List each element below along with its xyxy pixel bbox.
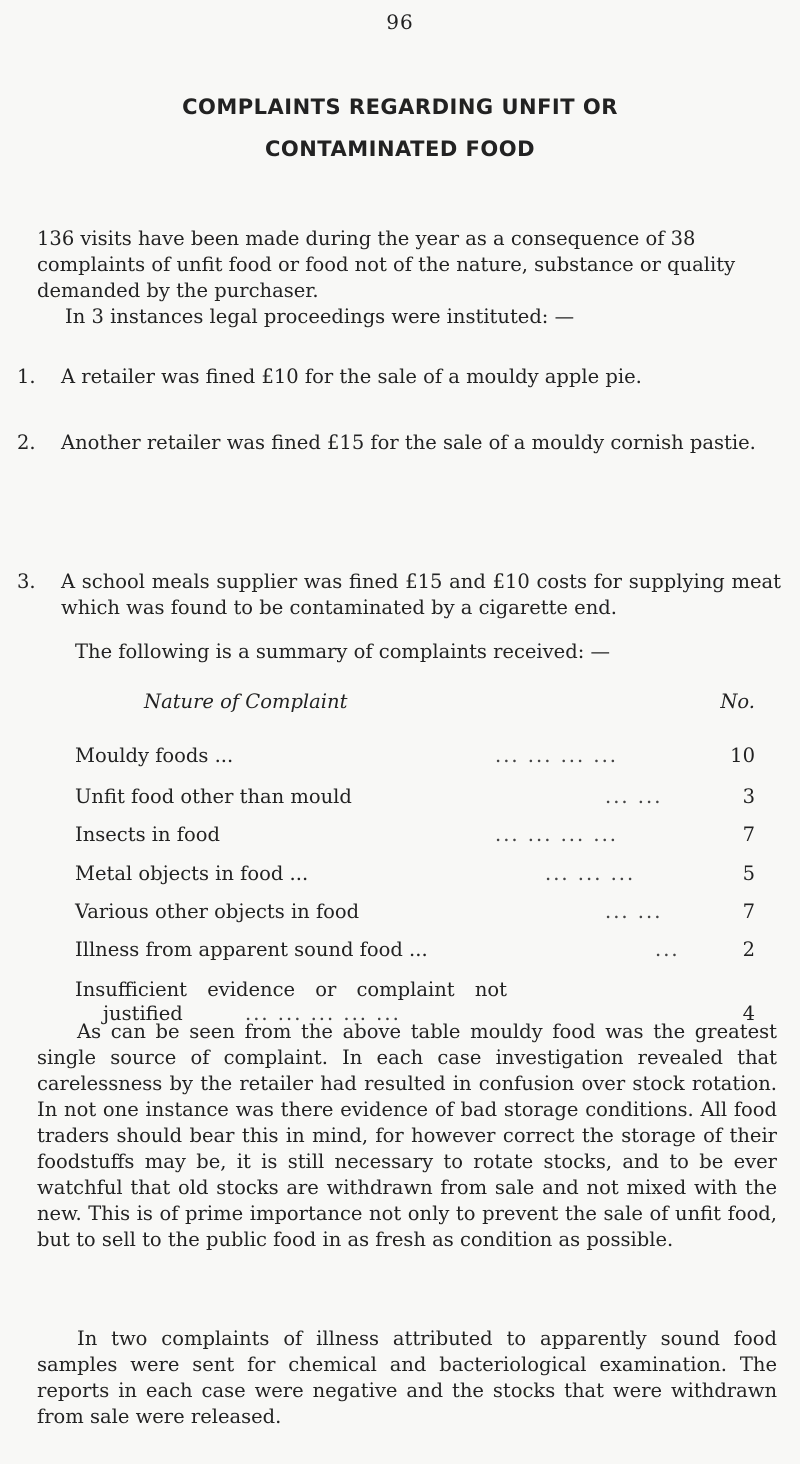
page-title: [0, 86, 800, 170]
illness-paragraph: In two complaints of illness attributed to apparently sound food samples were sent for chemical and bacteriological examination. The reports in each case were negative and the stocks that were withdrawn from sale were released.: [37, 1327, 777, 1428]
list-item-number: 3.: [17, 570, 36, 593]
complaint-label: Mouldy foods ...: [75, 744, 234, 767]
complaint-label: Various other objects in food: [75, 900, 360, 923]
leader-dots: ... ... ... ...: [495, 823, 618, 846]
complaint-count: 7: [742, 900, 755, 923]
leader-dots: ...: [655, 938, 680, 961]
title-line-2: CONTAMINATED FOOD: [264, 137, 536, 161]
table-row: [75, 785, 755, 817]
complaint-label-continued: justified: [103, 1002, 183, 1025]
list-item: [17, 364, 781, 390]
header-number: No.: [720, 690, 755, 713]
intro-section: [37, 226, 777, 330]
complaint-count: 7: [742, 823, 755, 846]
complaint-label: Insects in food: [75, 823, 220, 846]
leader-dots: ... ... ... ... ...: [245, 1002, 401, 1025]
list-item: [17, 569, 781, 621]
complaint-count: 3: [742, 785, 755, 808]
list-item-text: Another retailer was fined £15 for the sale of a mouldy cornish pastie.: [61, 431, 756, 454]
leader-dots: ... ...: [605, 785, 663, 808]
table-row: [75, 938, 755, 970]
complaint-count: 10: [730, 744, 755, 767]
intro-paragraph: 136 visits have been made during the year as a consequence of 38 complaints of unfit food or food not of the nature, substance or quality demanded by the purchaser.: [37, 227, 736, 302]
analysis-paragraph: As can be seen from the above table mouldy food was the greatest single source of complaint. In each case investigation revealed that carelessness by the retailer had resulted in confusion over stock rotation. In not one instance was there evidence of bad storage conditions. All food traders should bear this in mind, for however correct the storage of their foodstuffs may be, it is still necessary to rotate stocks, and to be ever watchful that old stocks are withdrawn from sale and not mixed with the new. This is of prime importance not only to prevent the sale of unfit food, but to sell to the public food in as fresh as condition as possible.: [37, 1020, 777, 1251]
page-number: 96: [386, 10, 414, 34]
header-nature-of-complaint: Nature of Complaint: [144, 690, 348, 713]
list-item-text: A school meals supplier was fined £15 and £10 costs for supplying meat which was found to be contaminated by a cigarette end.: [61, 570, 781, 619]
table-row: [75, 744, 755, 776]
list-item-text: A retailer was fined £10 for the sale of a mouldy apple pie.: [61, 365, 642, 388]
complaint-label: Illness from apparent sound food ...: [75, 938, 428, 961]
title-line-1: COMPLAINTS REGARDING UNFIT OR: [182, 95, 618, 119]
leader-dots: ... ... ... ...: [495, 744, 618, 767]
table-row: [75, 862, 755, 894]
list-item-number: 2.: [17, 431, 36, 454]
complaint-label: Unfit food other than mould: [75, 785, 352, 808]
list-item: [17, 430, 781, 456]
summary-intro: The following is a summary of complaints received: —: [75, 640, 610, 663]
complaint-label: Insufficient evidence or complaint not: [75, 978, 507, 1001]
table-row: [75, 900, 755, 932]
complaint-count: 4: [742, 1002, 755, 1025]
complaint-label: Metal objects in food ...: [75, 862, 309, 885]
table-row: [75, 823, 755, 855]
complaint-count: 5: [742, 862, 755, 885]
leader-dots: ... ...: [605, 900, 663, 923]
list-item-number: 1.: [17, 365, 36, 388]
proceedings-intro: In 3 instances legal proceedings were instituted: —: [65, 305, 575, 328]
leader-dots: ... ... ...: [545, 862, 636, 885]
complaint-count: 2: [742, 938, 755, 961]
